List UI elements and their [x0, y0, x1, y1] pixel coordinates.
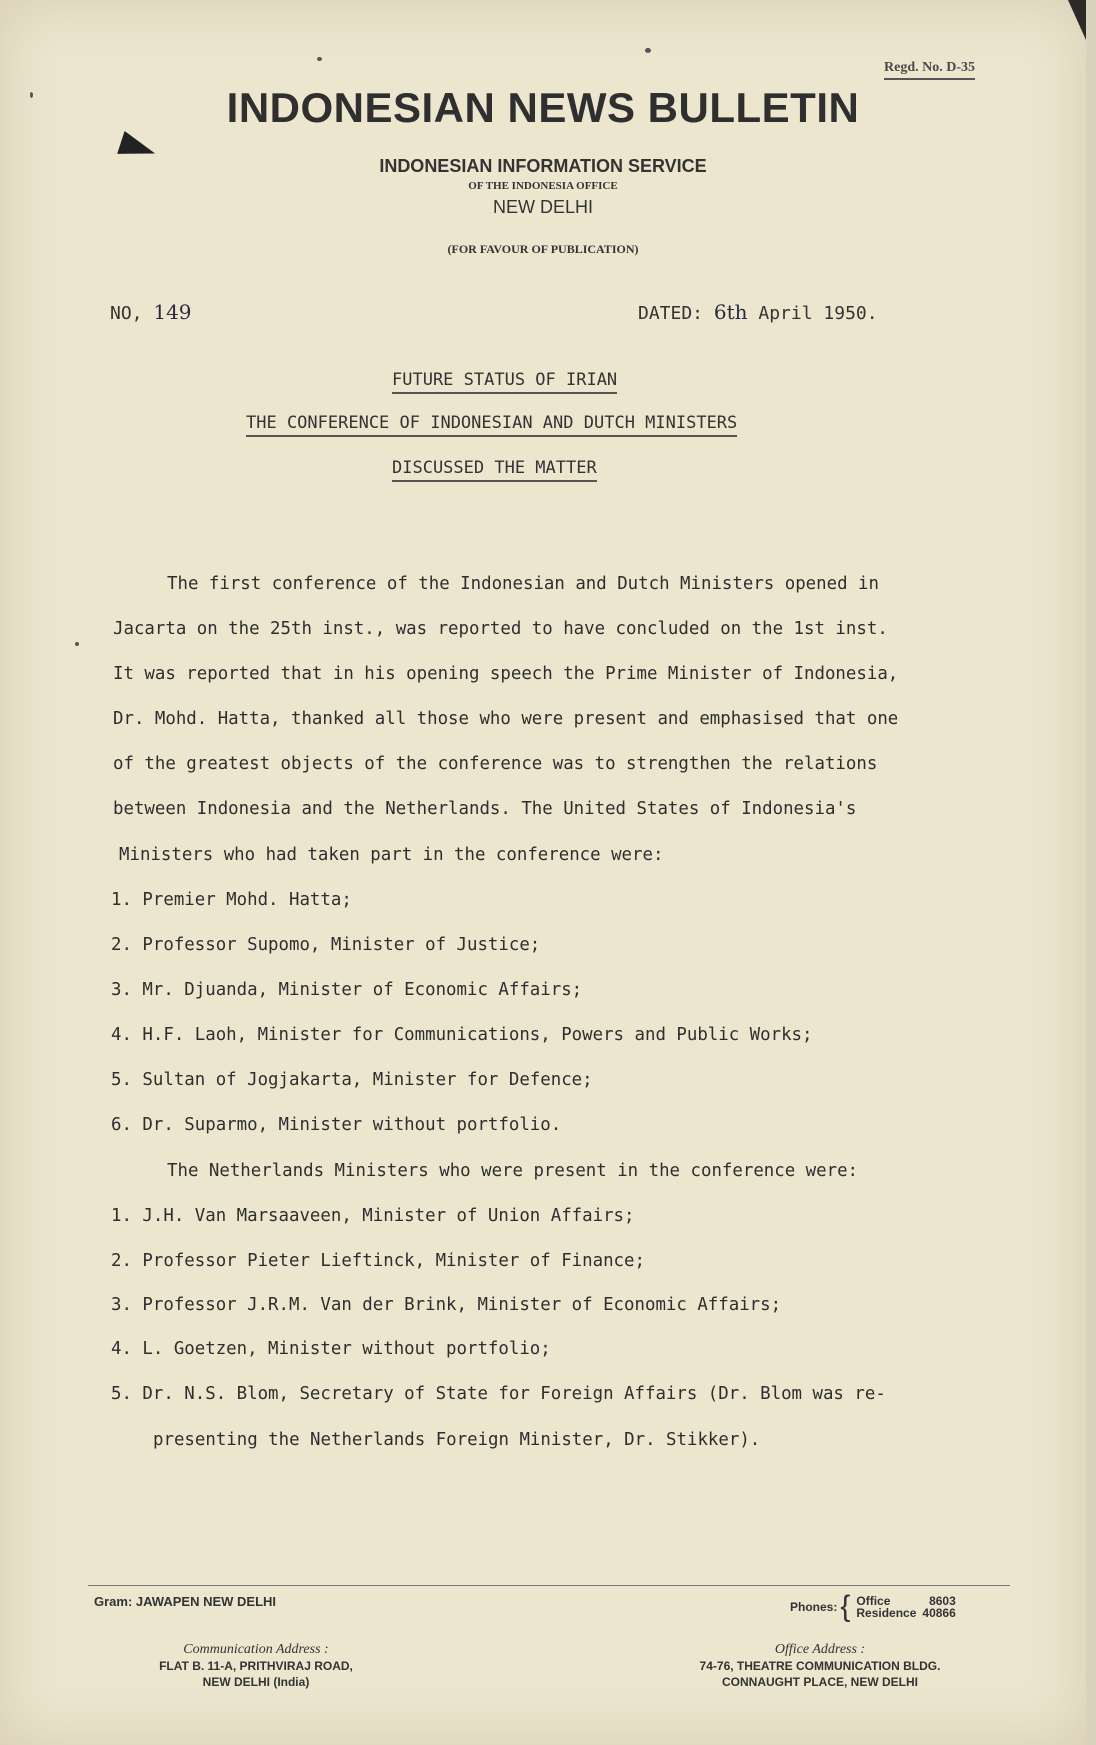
heading-1: FUTURE STATUS OF IRIAN [392, 370, 617, 394]
folded-corner [1068, 0, 1086, 40]
office-address [660, 1642, 980, 1690]
date-rest: April 1950. [758, 303, 878, 324]
netherlands-minister-item: 2. Professor Pieter Lieftinck, Minister of Finance; [111, 1251, 645, 1271]
communication-line: FLAT B. 11-A, PRITHVIRAJ ROAD, [159, 1659, 353, 1673]
office-phone-number: 8603 [929, 1594, 956, 1608]
date-label: DATED: [638, 303, 704, 324]
masthead-title: INDONESIAN NEWS BULLETIN [226, 84, 860, 131]
number-label: NO, [110, 303, 143, 324]
phones-label: Phones: [790, 1600, 838, 1614]
netherlands-minister-item: 1. J.H. Van Marsaaveen, Minister of Union Affairs; [111, 1206, 635, 1226]
netherlands-minister-item: presenting the Netherlands Foreign Minister, Dr. Stikker). [153, 1430, 761, 1450]
indonesian-minister-item: 3. Mr. Djuanda, Minister of Economic Affairs; [111, 980, 583, 1000]
number-value: 149 [153, 300, 192, 324]
publication-note: (FOR FAVOUR OF PUBLICATION) [447, 242, 639, 256]
indonesian-minister-item: 4. H.F. Laoh, Minister for Communications, Powers and Public Works; [111, 1025, 813, 1045]
office-caption: Office Address : [774, 1642, 866, 1657]
service-name: INDONESIAN INFORMATION SERVICE [379, 156, 707, 176]
intro-line: between Indonesia and the Netherlands. The United States of Indonesia's [113, 799, 857, 819]
phone-table [853, 1595, 958, 1619]
residence-phone-label: Residence [856, 1606, 917, 1620]
intro-line: of the greatest objects of the conference was to strengthen the relations [113, 754, 878, 774]
registration-number: Regd. No. D-35 [884, 60, 975, 80]
communication-line: NEW DELHI (India) [202, 1675, 310, 1689]
bulletin-number [110, 300, 192, 324]
city-line: NEW DELHI [492, 197, 593, 217]
intro-line: Ministers who had taken part in the conference were: [119, 845, 664, 865]
intro-line: It was reported that in his opening speech the Prime Minister of Indonesia, [113, 664, 899, 684]
netherlands-minister-item: 3. Professor J.R.M. Van der Brink, Minister of Economic Affairs; [111, 1295, 782, 1315]
netherlands-minister-item: 5. Dr. N.S. Blom, Secretary of State for Foreign Affairs (Dr. Blom was re- [111, 1384, 886, 1404]
footer-divider [88, 1585, 1010, 1586]
communication-caption: Communication Address : [183, 1642, 329, 1657]
paper-speck [645, 48, 651, 53]
netherlands-intro: The Netherlands Ministers who were present in the conference were: [167, 1161, 859, 1181]
residence-phone-number: 40866 [922, 1606, 956, 1620]
date-day: 6th [713, 300, 748, 324]
communication-address [116, 1642, 396, 1690]
netherlands-minister-item: 4. L. Goetzen, Minister without portfolio; [111, 1339, 551, 1359]
paper-speck [75, 642, 79, 646]
office-line: CONNAUGHT PLACE, NEW DELHI [722, 1675, 918, 1689]
intro-line: The first conference of the Indonesian and Dutch Ministers opened in [167, 574, 879, 594]
office-line: 74-76, THEATRE COMMUNICATION BLDG. [699, 1659, 941, 1673]
office-of-line: OF THE INDONESIA OFFICE [468, 180, 618, 192]
bulletin-date [638, 300, 878, 324]
phone-numbers [790, 1592, 959, 1622]
indonesian-minister-item: 5. Sultan of Jogjakarta, Minister for Defence; [111, 1070, 593, 1090]
paper-speck [317, 57, 322, 61]
brace-glyph: { [840, 1590, 851, 1623]
intro-line: Dr. Mohd. Hatta, thanked all those who were present and emphasised that one [113, 709, 899, 729]
indonesian-minister-item: 6. Dr. Suparmo, Minister without portfolio. [111, 1115, 562, 1135]
paper-speck [30, 92, 33, 98]
intro-line: Jacarta on the 25th inst., was reported to have concluded on the 1st inst. [113, 619, 888, 639]
telegram-address: Gram: JAWAPEN NEW DELHI [94, 1594, 277, 1609]
heading-3: DISCUSSED THE MATTER [392, 458, 597, 482]
indonesian-minister-item: 2. Professor Supomo, Minister of Justice; [111, 935, 541, 955]
heading-2: THE CONFERENCE OF INDONESIAN AND DUTCH MINISTERS [246, 413, 737, 437]
indonesian-minister-item: 1. Premier Mohd. Hatta; [111, 890, 352, 910]
office-phone-label: Office [856, 1594, 891, 1608]
